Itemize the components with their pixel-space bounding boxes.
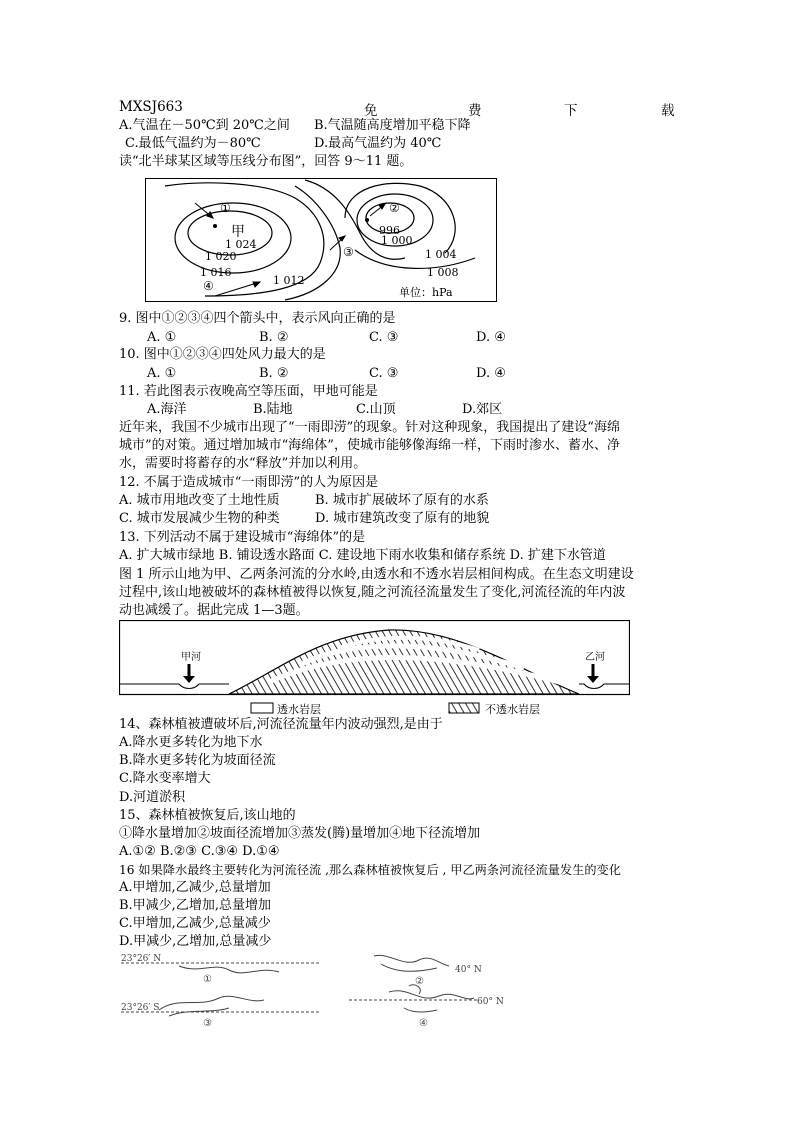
q12-option-a: A. 城市用地改变了土地性质: [119, 493, 280, 508]
sponge-passage-line-3: 水，需要时将蓄存的水“释放”并加以利用。: [119, 456, 367, 471]
isobar-1024: 1 024: [225, 238, 257, 251]
coastline-maps: [119, 952, 539, 1030]
prev-option-a: A.气温在－50℃到 20℃之间: [119, 118, 290, 133]
lat-label-1: 23°26′ N: [121, 954, 162, 964]
prev-option-c: C.最低气温约为－80℃: [125, 136, 261, 151]
q10-option-d: D. ④: [476, 366, 506, 381]
q16-option-d: D.甲减少,乙增加,总量减少: [119, 934, 272, 949]
q11-option-c: C.山顶: [356, 402, 396, 417]
q11-option-d: D.郊区: [462, 402, 503, 417]
q12-option-c: C. 城市发展减少生物的种类: [119, 511, 280, 526]
header-word-1: 免: [364, 103, 378, 119]
q9-option-d: D. ④: [476, 330, 506, 345]
legend-impermeable: 不透水岩层: [485, 703, 540, 716]
header-word-2: 费: [468, 103, 482, 119]
q11-option-a: A.海洋: [147, 402, 187, 417]
isobar-1016: 1 016: [200, 266, 232, 279]
unit-label: 单位：hPa: [399, 286, 453, 299]
isobar-1004: 1 004: [425, 248, 457, 261]
q14-option-d: D.河道淤积: [119, 790, 186, 805]
sponge-passage-line-2: 城市”的对策。通过增加城市“海绵体”，使城市能够像海绵一样，下雨时渗水、蓄水、净: [119, 438, 620, 453]
q9-option-c: C. ③: [369, 330, 399, 345]
isobar-996: 996: [379, 224, 400, 237]
q14-option-b: B.降水更多转化为坡面径流: [119, 753, 276, 768]
isobar-1008: 1 008: [427, 266, 459, 279]
header-word-4: 载: [661, 103, 675, 119]
q13-stem: 13. 下列活动不属于建设城市“海绵体”的是: [119, 530, 366, 545]
map-marker-2: ②: [415, 976, 424, 987]
isobar-1012: 1 012: [273, 274, 305, 287]
isobar-1020: 1 020: [205, 250, 237, 263]
header-word-3: 下: [564, 103, 578, 119]
q13-options: A. 扩大城市绿地 B. 铺设透水路面 C. 建设地下雨水收集和储存系统 D. 扩建下水管道: [119, 548, 606, 563]
river-b-label: 乙河: [585, 652, 605, 663]
marker-2: ②: [389, 201, 400, 215]
prev-option-b: B.气温随高度增加平稳下降: [314, 118, 471, 133]
q16-option-a: A.甲增加,乙减少,总量增加: [119, 880, 271, 895]
high-center-label: 甲: [231, 224, 245, 240]
q10-stem: 10. 图中①②③④四处风力最大的是: [119, 347, 326, 362]
mountain-passage-line-1: 图 1 所示山地为甲、乙两条河流的分水岭,由透水和不透水岩层相间构成。在生态文明建设: [119, 567, 634, 582]
isobar-intro: 读“北半球某区域等压线分布图”，回答 9～11 题。: [119, 154, 413, 169]
q12-option-b: B. 城市扩展破坏了原有的水系: [315, 493, 489, 508]
marker-3: ③: [343, 245, 354, 259]
legend-permeable: 透水岩层: [277, 703, 321, 716]
q14-stem: 14、森林植被遭破坏后,河流径流量年内波动强烈,是由于: [119, 717, 443, 732]
map-marker-4: ④: [419, 1018, 428, 1029]
q9-option-b: B. ②: [259, 330, 289, 345]
map-marker-3: ③: [203, 1018, 212, 1029]
isobar-map: [145, 178, 497, 302]
mountain-cross-section: [119, 620, 630, 716]
prev-option-d: D.最高气温约为 40℃: [314, 136, 442, 151]
river-a-label: 甲河: [181, 652, 201, 663]
q16-stem: 16 如果降水最终主要转化为河流径流 ,那么森林植被恢复后 , 甲乙两条河流径流量发生的变化: [119, 863, 621, 877]
lat-label-3: 23°26′ S: [121, 1003, 160, 1013]
q10-option-a: A. ①: [147, 366, 177, 381]
q16-option-c: C.甲增加,乙减少,总量减少: [119, 916, 271, 931]
mountain-passage-line-3: 动也减缓了。据此完成 1—3题。: [119, 603, 309, 618]
q9-option-a: A. ①: [147, 330, 177, 345]
q10-option-b: B. ②: [259, 366, 289, 381]
marker-4: ④: [203, 279, 214, 293]
q15-items: ①降水量增加②坡面径流增加③蒸发(腾)量增加④地下径流增加: [119, 826, 481, 841]
q11-option-b: B.陆地: [253, 402, 293, 417]
q14-option-a: A.降水更多转化为地下水: [119, 735, 263, 750]
lat-label-4: 60° N: [477, 997, 504, 1007]
map-marker-1: ①: [203, 974, 212, 985]
doc-code: MXSJ663: [119, 99, 183, 115]
q14-option-c: C.降水变率增大: [119, 771, 211, 786]
isobar-1000: 1 000: [381, 234, 413, 247]
sponge-passage-line-1: 近年来，我国不少城市出现了“一雨即涝”的现象。针对这种现象，我国提出了建设“海绵: [119, 420, 620, 435]
q12-option-d: D. 城市建筑改变了原有的地貌: [315, 511, 490, 526]
q15-stem: 15、森林植被恢复后,该山地的: [119, 808, 296, 823]
q11-stem: 11. 若此图表示夜晚高空等压面，甲地可能是: [119, 384, 378, 399]
q15-options: A.①② B.②③ C.③④ D.①④: [119, 844, 280, 859]
lat-label-2: 40° N: [455, 965, 482, 975]
q10-option-c: C. ③: [369, 366, 399, 381]
q9-stem: 9. 图中①②③④四个箭头中，表示风向正确的是: [119, 311, 396, 326]
q12-stem: 12. 不属于造成城市“一雨即涝”的人为原因是: [119, 475, 379, 490]
q16-option-b: B.甲减少,乙增加,总量增加: [119, 898, 271, 913]
mountain-passage-line-2: 过程中,该山地被破坏的森林植被得以恢复,随之河流径流量发生了变化,河流径流的年内波: [119, 585, 626, 600]
marker-1: ①: [220, 201, 231, 215]
